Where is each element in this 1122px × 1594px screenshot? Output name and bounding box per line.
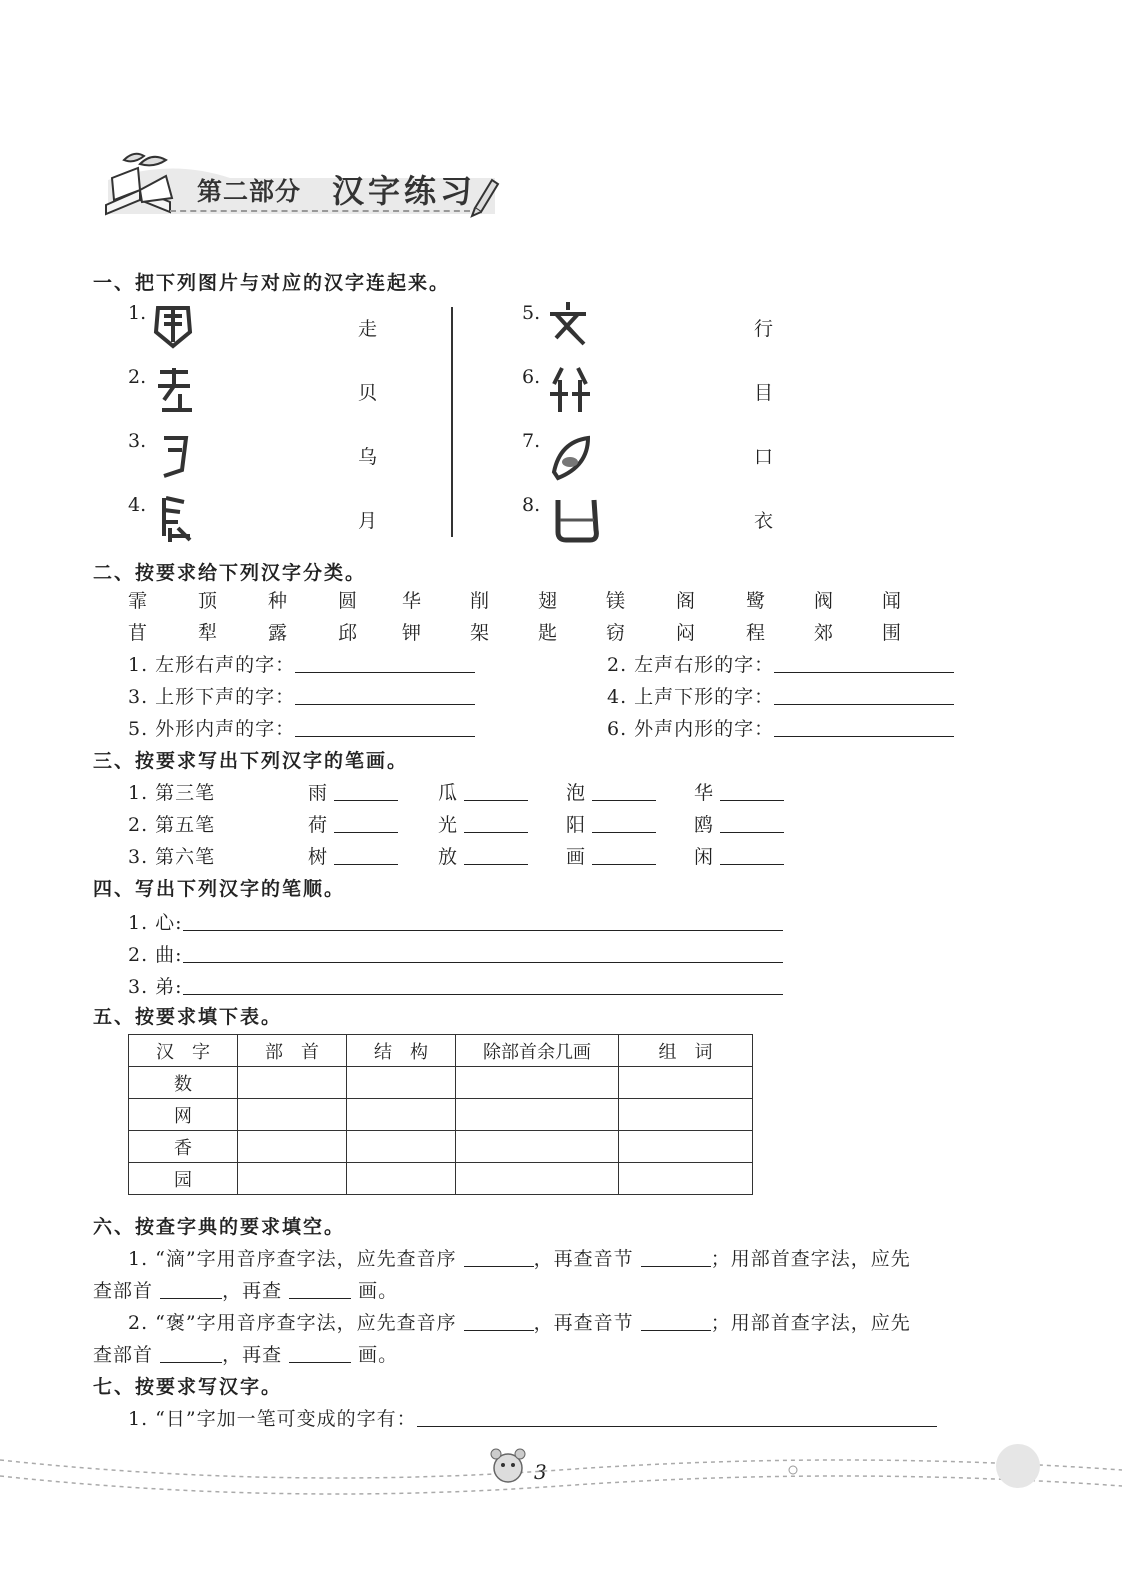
- stroke-item: [694, 778, 784, 805]
- classify-label: 2. 左声右形的字：: [607, 654, 775, 676]
- stroke-row-label: 3. 第六笔: [128, 846, 216, 868]
- answer-blank[interactable]: [160, 1278, 222, 1299]
- section-6-title: 六、按查字典的要求填空。: [93, 1216, 346, 1238]
- table-input-cell[interactable]: [456, 1131, 619, 1163]
- dict-question-2-line-1: [128, 1308, 911, 1335]
- table-char-cell: 数: [129, 1067, 238, 1099]
- stroke-item: [308, 778, 398, 805]
- match-char: 月: [358, 510, 378, 532]
- classify-label: 6. 外声内形的字：: [607, 718, 775, 740]
- table-input-cell[interactable]: [347, 1131, 456, 1163]
- classify-char: 架: [470, 622, 490, 644]
- item-number: 3.: [128, 430, 147, 452]
- answer-blank[interactable]: [464, 1310, 534, 1331]
- table-char-cell: 园: [129, 1163, 238, 1195]
- classify-char: 鹭: [746, 590, 766, 612]
- ancient-glyph-clothes-icon: [544, 298, 592, 350]
- answer-blank[interactable]: [774, 684, 954, 705]
- answer-blank[interactable]: [183, 974, 783, 995]
- table-input-cell[interactable]: [347, 1099, 456, 1131]
- answer-blank[interactable]: [592, 780, 656, 801]
- classify-char: 镁: [606, 590, 626, 612]
- stroke-item: [438, 778, 528, 805]
- q-text: 1. “日”字加一笔可变成的字有：: [128, 1408, 417, 1430]
- answer-blank[interactable]: [720, 812, 784, 833]
- header-dashed-divider: [170, 210, 470, 212]
- answer-blank[interactable]: [720, 844, 784, 865]
- stroke-item: [438, 810, 528, 837]
- answer-blank[interactable]: [592, 812, 656, 833]
- stroke-char: 雨: [308, 782, 329, 804]
- section-3-title: 三、按要求写出下列汉字的笔画。: [93, 750, 409, 772]
- stroke-char: 荷: [308, 814, 329, 836]
- stroke-order-label: 3. 弟:: [128, 976, 183, 998]
- answer-blank[interactable]: [774, 716, 954, 737]
- ancient-glyph-walk-icon: [150, 364, 198, 416]
- answer-blank[interactable]: [183, 910, 783, 931]
- match-char: 走: [358, 318, 378, 340]
- classify-item: [607, 682, 954, 709]
- classify-char: 郊: [814, 622, 834, 644]
- classify-item: [607, 714, 954, 741]
- table-row: [129, 1131, 753, 1163]
- match-char: 行: [754, 318, 774, 340]
- stroke-char: 光: [438, 814, 459, 836]
- stroke-order-label: 1. 心:: [128, 912, 183, 934]
- answer-blank[interactable]: [334, 844, 398, 865]
- classify-label: 1. 左形右声的字：: [128, 654, 296, 676]
- table-input-cell[interactable]: [238, 1067, 347, 1099]
- classify-item: [128, 650, 475, 677]
- answer-blank[interactable]: [464, 780, 528, 801]
- section-2-title: 二、按要求给下列汉字分类。: [93, 562, 367, 584]
- stroke-char: 鸥: [694, 814, 715, 836]
- part-title: 汉字练习: [332, 172, 477, 210]
- mascot-icon: [491, 1449, 525, 1482]
- q-text: ，再查音节: [533, 1312, 634, 1334]
- classify-char: 翅: [538, 590, 558, 612]
- stroke-item: [308, 842, 398, 869]
- answer-blank[interactable]: [592, 844, 656, 865]
- q-text: ，再查音节: [533, 1248, 634, 1270]
- classify-char: 华: [402, 590, 422, 612]
- ancient-glyph-mouth-icon: [552, 494, 602, 546]
- classify-char: 霏: [128, 590, 148, 612]
- q-text: ；用部首查字法，应先: [710, 1248, 911, 1270]
- ancient-glyph-bird-icon: [150, 492, 198, 546]
- stroke-item: [566, 778, 656, 805]
- table-header: 除部首余几画: [456, 1035, 619, 1067]
- stroke-row-label: 2. 第五笔: [128, 814, 216, 836]
- answer-blank[interactable]: [720, 780, 784, 801]
- section-4-title: 四、写出下列汉字的笔顺。: [93, 878, 346, 900]
- classify-char: 闻: [882, 590, 902, 612]
- table-char-cell: 网: [129, 1099, 238, 1131]
- stroke-item: [694, 842, 784, 869]
- stroke-item: [694, 810, 784, 837]
- answer-blank[interactable]: [295, 716, 475, 737]
- answer-blank[interactable]: [774, 652, 954, 673]
- answer-blank[interactable]: [334, 812, 398, 833]
- table-input-cell[interactable]: [619, 1099, 753, 1131]
- ancient-glyph-road-icon: [546, 364, 594, 418]
- table-input-cell[interactable]: [619, 1067, 753, 1099]
- answer-blank[interactable]: [334, 780, 398, 801]
- item-number: 4.: [128, 494, 147, 516]
- table-char-cell: 香: [129, 1131, 238, 1163]
- item-number: 6.: [522, 366, 541, 388]
- match-char: 目: [754, 382, 774, 404]
- match-char: 口: [754, 446, 774, 468]
- table-header-row: [129, 1035, 753, 1067]
- table-input-cell[interactable]: [347, 1067, 456, 1099]
- q-text: 画。: [358, 1280, 399, 1302]
- answer-blank[interactable]: [464, 1246, 534, 1267]
- stroke-char: 阳: [566, 814, 587, 836]
- stroke-char: 闲: [694, 846, 715, 868]
- answer-blank[interactable]: [295, 652, 475, 673]
- part-label: 第二部分: [197, 177, 302, 206]
- classify-char: 犁: [198, 622, 218, 644]
- answer-blank[interactable]: [160, 1342, 222, 1363]
- table-input-cell[interactable]: [456, 1163, 619, 1195]
- q-text: ，再查: [222, 1280, 283, 1302]
- table-input-cell[interactable]: [456, 1099, 619, 1131]
- classify-char: 围: [882, 622, 902, 644]
- answer-blank[interactable]: [464, 844, 528, 865]
- decorative-circle-icon: [996, 1444, 1040, 1488]
- q-text: ；用部首查字法，应先: [710, 1312, 911, 1334]
- item-number: 5.: [522, 302, 541, 324]
- column-divider: [451, 307, 453, 537]
- table-input-cell[interactable]: [456, 1067, 619, 1099]
- item-number: 1.: [128, 302, 147, 324]
- classify-label: 3. 上形下声的字：: [128, 686, 296, 708]
- item-number: 8.: [522, 494, 541, 516]
- stroke-char: 放: [438, 846, 459, 868]
- match-char: 乌: [358, 446, 378, 468]
- answer-blank[interactable]: [289, 1342, 351, 1363]
- classify-char: 邱: [338, 622, 358, 644]
- table-input-cell[interactable]: [238, 1099, 347, 1131]
- stroke-order-item: [128, 940, 783, 967]
- q-text: 查部首: [93, 1280, 154, 1302]
- classify-char: 露: [268, 622, 288, 644]
- ancient-glyph-eye-icon: [548, 432, 594, 484]
- match-char: 贝: [358, 382, 378, 404]
- q-text: 查部首: [93, 1344, 154, 1366]
- classify-char: 苜: [128, 622, 148, 644]
- ancient-glyph-moon-icon: [152, 430, 198, 480]
- item-number: 2.: [128, 366, 147, 388]
- stroke-item: [308, 810, 398, 837]
- classify-char: 闷: [676, 622, 696, 644]
- fill-table: [128, 1034, 753, 1195]
- classify-label: 5. 外形内声的字：: [128, 718, 296, 740]
- classify-char: 窃: [606, 622, 626, 644]
- table-header: 结 构: [347, 1035, 456, 1067]
- table-input-cell[interactable]: [238, 1131, 347, 1163]
- table-row: [129, 1067, 753, 1099]
- stroke-char: 树: [308, 846, 329, 868]
- stroke-char: 泡: [566, 782, 587, 804]
- q-text: ，再查: [222, 1344, 283, 1366]
- dict-question-2-line-2: [93, 1340, 398, 1367]
- answer-blank[interactable]: [295, 684, 475, 705]
- q-text: 2. “褒”字用音序查字法，应先查音序: [128, 1312, 457, 1334]
- answer-blank[interactable]: [289, 1278, 351, 1299]
- classify-item: [607, 650, 954, 677]
- classify-char: 程: [746, 622, 766, 644]
- classify-item: [128, 714, 475, 741]
- classify-item: [128, 682, 475, 709]
- table-input-cell[interactable]: [619, 1131, 753, 1163]
- stroke-order-item: [128, 908, 783, 935]
- table-header: 组 词: [619, 1035, 753, 1067]
- stroke-item: [438, 842, 528, 869]
- classify-char: 阁: [676, 590, 696, 612]
- ancient-glyph-shell-icon: [150, 302, 196, 352]
- stroke-char: 华: [694, 782, 715, 804]
- table-input-cell[interactable]: [238, 1163, 347, 1195]
- classify-char: 钾: [402, 622, 422, 644]
- dict-question-1-line-2: [93, 1276, 398, 1303]
- stroke-order-item: [128, 972, 783, 999]
- stroke-order-label: 2. 曲:: [128, 944, 183, 966]
- classify-char: 种: [268, 590, 288, 612]
- classify-label: 4. 上声下形的字：: [607, 686, 775, 708]
- section-5-title: 五、按要求填下表。: [93, 1006, 283, 1028]
- answer-blank[interactable]: [464, 812, 528, 833]
- stroke-item: [566, 842, 656, 869]
- dict-question-1-line-1: [128, 1244, 911, 1271]
- match-char: 衣: [754, 510, 774, 532]
- q-text: 1. “滴”字用音序查字法，应先查音序: [128, 1248, 457, 1270]
- answer-blank[interactable]: [641, 1310, 711, 1331]
- write-char-item: [128, 1404, 937, 1431]
- section-1-title: 一、把下列图片与对应的汉字连起来。: [93, 272, 451, 294]
- classify-char: 匙: [538, 622, 558, 644]
- classify-char: 圆: [338, 590, 358, 612]
- answer-blank[interactable]: [641, 1246, 711, 1267]
- stroke-char: 瓜: [438, 782, 459, 804]
- classify-char: 阀: [814, 590, 834, 612]
- stroke-row-label: 1. 第三笔: [128, 782, 216, 804]
- table-header: 部 首: [238, 1035, 347, 1067]
- table-input-cell[interactable]: [619, 1163, 753, 1195]
- item-number: 7.: [522, 430, 541, 452]
- answer-blank[interactable]: [417, 1406, 937, 1427]
- stroke-char: 画: [566, 846, 587, 868]
- classify-char: 顶: [198, 590, 218, 612]
- stroke-item: [566, 810, 656, 837]
- page-number: 3: [534, 1460, 547, 1484]
- q-text: 画。: [358, 1344, 399, 1366]
- footer-decoration: [0, 1440, 1122, 1510]
- table-row: [129, 1099, 753, 1131]
- table-header: 汉 字: [129, 1035, 238, 1067]
- table-row: [129, 1163, 753, 1195]
- answer-blank[interactable]: [183, 942, 783, 963]
- classify-char: 削: [470, 590, 490, 612]
- table-input-cell[interactable]: [347, 1163, 456, 1195]
- section-7-title: 七、按要求写汉字。: [93, 1376, 283, 1398]
